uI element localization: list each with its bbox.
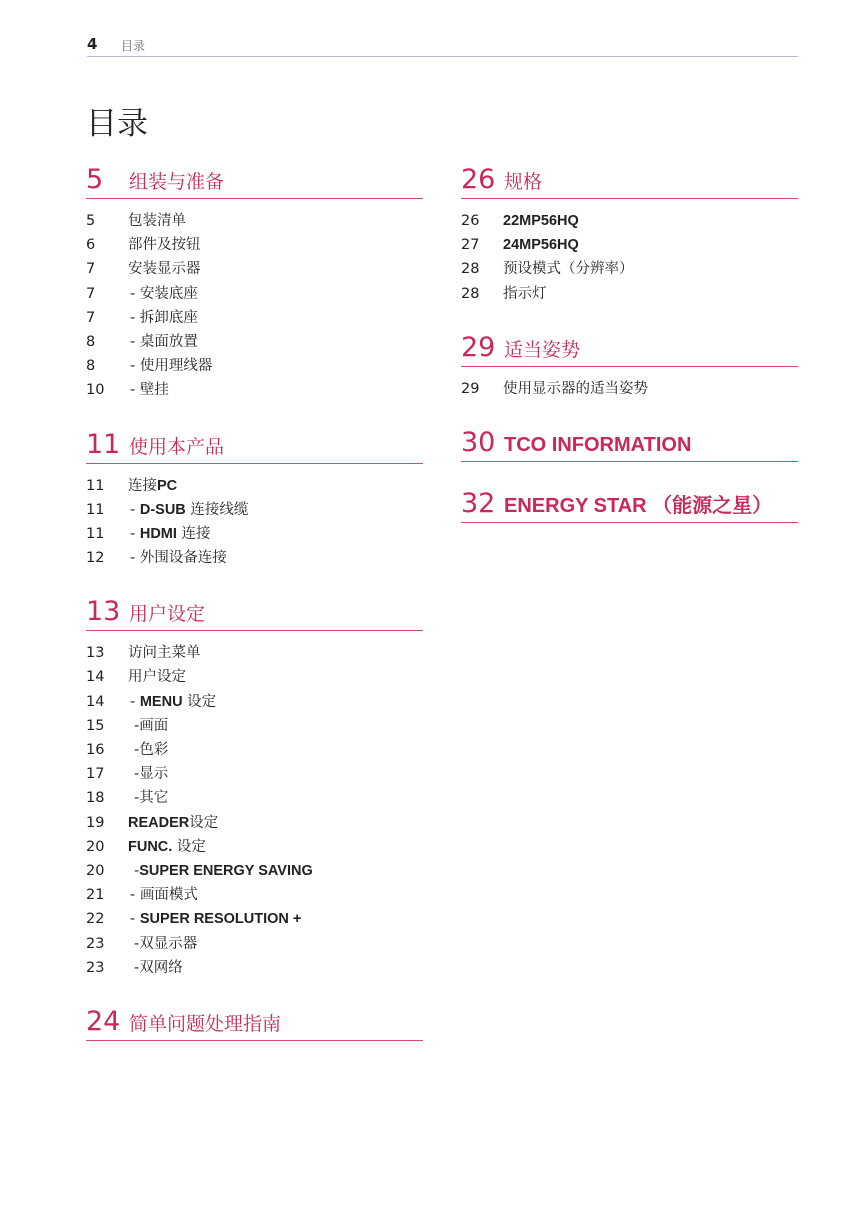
- entry-page-number: 14: [86, 693, 105, 710]
- section-heading[interactable]: [461, 160, 798, 199]
- toc-entry[interactable]: [86, 209, 423, 233]
- entry-page-number: 8: [86, 333, 96, 350]
- entry-label: -双网络: [134, 959, 183, 976]
- section-heading[interactable]: [86, 160, 423, 199]
- entry-page-number: 11: [86, 477, 105, 494]
- entry-label: READER设定: [128, 814, 219, 831]
- entry-label: -其它: [134, 790, 169, 807]
- entry-page-number: 7: [86, 285, 96, 302]
- toc-entry[interactable]: [86, 498, 423, 522]
- entry-page-number: 23: [86, 959, 105, 976]
- section-heading[interactable]: [461, 484, 798, 523]
- toc-entry[interactable]: [461, 233, 798, 257]
- toc-section: [86, 592, 423, 980]
- entry-page-number: 28: [461, 261, 480, 278]
- entry-label: -显示: [134, 766, 169, 783]
- toc-entry[interactable]: [86, 522, 423, 546]
- toc-section: [461, 328, 798, 401]
- section-page-number: 5: [86, 164, 104, 195]
- entry-label: - 外围设备连接: [130, 550, 227, 567]
- entry-label: -双显示器: [134, 935, 198, 952]
- entry-label: FUNC. 设定: [128, 838, 206, 855]
- section-heading[interactable]: [86, 425, 423, 464]
- entry-page-number: 7: [86, 309, 96, 326]
- toc-entry[interactable]: [86, 330, 423, 354]
- entry-page-number: 12: [86, 550, 105, 567]
- section-heading[interactable]: [86, 592, 423, 631]
- toc-entry[interactable]: [86, 738, 423, 762]
- entry-page-number: 28: [461, 285, 480, 302]
- toc-entry[interactable]: [86, 786, 423, 810]
- toc-entry[interactable]: [86, 714, 423, 738]
- section-title: 适当姿势: [504, 338, 581, 361]
- entry-page-number: 6: [86, 237, 96, 254]
- section-title: 用户设定: [129, 603, 206, 626]
- toc-entry[interactable]: [86, 282, 423, 306]
- entry-label: 部件及按钮: [128, 237, 201, 254]
- entry-page-number: 29: [461, 380, 480, 397]
- toc-right-column: [461, 160, 798, 545]
- section-title: 组装与准备: [129, 171, 225, 193]
- entry-label: 安装显示器: [128, 261, 201, 278]
- entry-label: 连接PC: [128, 477, 178, 494]
- toc-entry[interactable]: [86, 907, 423, 931]
- entry-page-number: 13: [86, 645, 105, 662]
- entry-page-number: 10: [86, 382, 105, 399]
- toc-entry[interactable]: [86, 762, 423, 786]
- entry-page-number: 23: [86, 935, 105, 952]
- section-page-number: 24: [86, 1005, 121, 1037]
- entry-page-number: 19: [86, 814, 105, 831]
- toc-entry[interactable]: [86, 546, 423, 570]
- entry-label: -色彩: [134, 742, 169, 758]
- section-heading[interactable]: [461, 423, 798, 462]
- entry-label: - 桌面放置: [130, 333, 198, 350]
- toc-entry[interactable]: [86, 354, 423, 378]
- running-header: [87, 34, 798, 57]
- entry-label: - 画面模式: [130, 887, 198, 904]
- toc-entry[interactable]: [86, 233, 423, 257]
- entry-label: 访问主菜单: [128, 645, 201, 662]
- entry-page-number: 20: [86, 838, 105, 855]
- section-heading[interactable]: [461, 328, 798, 367]
- toc-entry[interactable]: [461, 257, 798, 281]
- entry-page-number: 8: [86, 358, 96, 375]
- toc-entry[interactable]: [86, 956, 423, 980]
- section-title: TCO INFORMATION: [504, 433, 692, 456]
- section-title: 简单问题处理指南: [129, 1012, 282, 1035]
- toc-section: [461, 160, 798, 306]
- toc-entry[interactable]: [86, 257, 423, 281]
- toc-section: [461, 484, 798, 523]
- section-title: ENERGY STAR （能源之星）: [504, 494, 773, 517]
- toc-entry[interactable]: [86, 835, 423, 859]
- toc-entry[interactable]: [86, 306, 423, 330]
- entry-label: 包装清单: [128, 213, 186, 229]
- entry-page-number: 17: [86, 766, 105, 783]
- entry-page-number: 14: [86, 669, 105, 686]
- running-header-title: 目录: [121, 39, 146, 53]
- section-page-number: 32: [461, 487, 496, 519]
- entry-label: -画面: [134, 717, 169, 734]
- entry-page-number: 15: [86, 717, 105, 734]
- entry-label: - MENU 设定: [130, 693, 217, 710]
- entry-page-number: 27: [461, 237, 480, 254]
- entry-label: 指示灯: [503, 285, 547, 302]
- section-page-number: 13: [86, 596, 121, 628]
- toc-entry[interactable]: [86, 474, 423, 498]
- entry-label: - 安装底座: [130, 285, 198, 302]
- entry-page-number: 21: [86, 887, 105, 904]
- toc-entry[interactable]: [86, 641, 423, 665]
- toc-entry[interactable]: [86, 883, 423, 907]
- section-page-number: 29: [461, 331, 496, 363]
- entry-label: 22MP56HQ: [503, 213, 579, 229]
- entry-label: - 壁挂: [130, 382, 169, 399]
- entry-page-number: 22: [86, 911, 105, 928]
- toc-entry[interactable]: [86, 378, 423, 402]
- toc-entry[interactable]: [86, 665, 423, 689]
- entry-page-number: 26: [461, 213, 480, 229]
- entry-label: 用户设定: [128, 669, 186, 686]
- section-page-number: 26: [461, 164, 496, 195]
- entry-label: - 使用理线器: [130, 358, 213, 375]
- toc-entry[interactable]: [86, 932, 423, 956]
- toc-entry[interactable]: [86, 690, 423, 714]
- entry-page-number: 11: [86, 501, 105, 518]
- section-heading[interactable]: [86, 1002, 423, 1041]
- entry-label: 预设模式（分辨率）: [503, 261, 634, 278]
- entry-page-number: 18: [86, 790, 105, 807]
- entry-page-number: 11: [86, 525, 105, 542]
- toc-entry[interactable]: [86, 859, 423, 883]
- toc-section: [86, 425, 423, 571]
- entry-label: -SUPER ENERGY SAVING: [134, 862, 313, 879]
- section-title: 使用本产品: [129, 435, 225, 458]
- toc-entry[interactable]: [86, 811, 423, 835]
- page-title: 目录: [86, 106, 148, 142]
- toc-entry[interactable]: [461, 377, 798, 401]
- toc-section: [461, 423, 798, 462]
- entry-page-number: 7: [86, 261, 96, 278]
- section-title: 规格: [504, 171, 543, 193]
- toc-entry[interactable]: [461, 209, 798, 233]
- section-page-number: 11: [86, 428, 121, 460]
- entry-page-number: 20: [86, 862, 105, 879]
- entry-label: - SUPER RESOLUTION +: [130, 911, 302, 928]
- entry-page-number: 5: [86, 213, 96, 229]
- entry-label: - 拆卸底座: [130, 309, 198, 326]
- page-number: 4: [87, 35, 98, 53]
- entry-label: - HDMI 连接: [130, 525, 211, 542]
- entry-page-number: 16: [86, 742, 105, 758]
- entry-label: 24MP56HQ: [503, 237, 579, 254]
- toc-section: [86, 160, 423, 403]
- toc-left-column: [86, 160, 423, 1063]
- section-page-number: 30: [461, 426, 496, 458]
- toc-section: [86, 1002, 423, 1041]
- entry-label: - D-SUB 连接线缆: [130, 501, 249, 518]
- toc-entry[interactable]: [461, 282, 798, 306]
- entry-label: 使用显示器的适当姿势: [503, 380, 648, 397]
